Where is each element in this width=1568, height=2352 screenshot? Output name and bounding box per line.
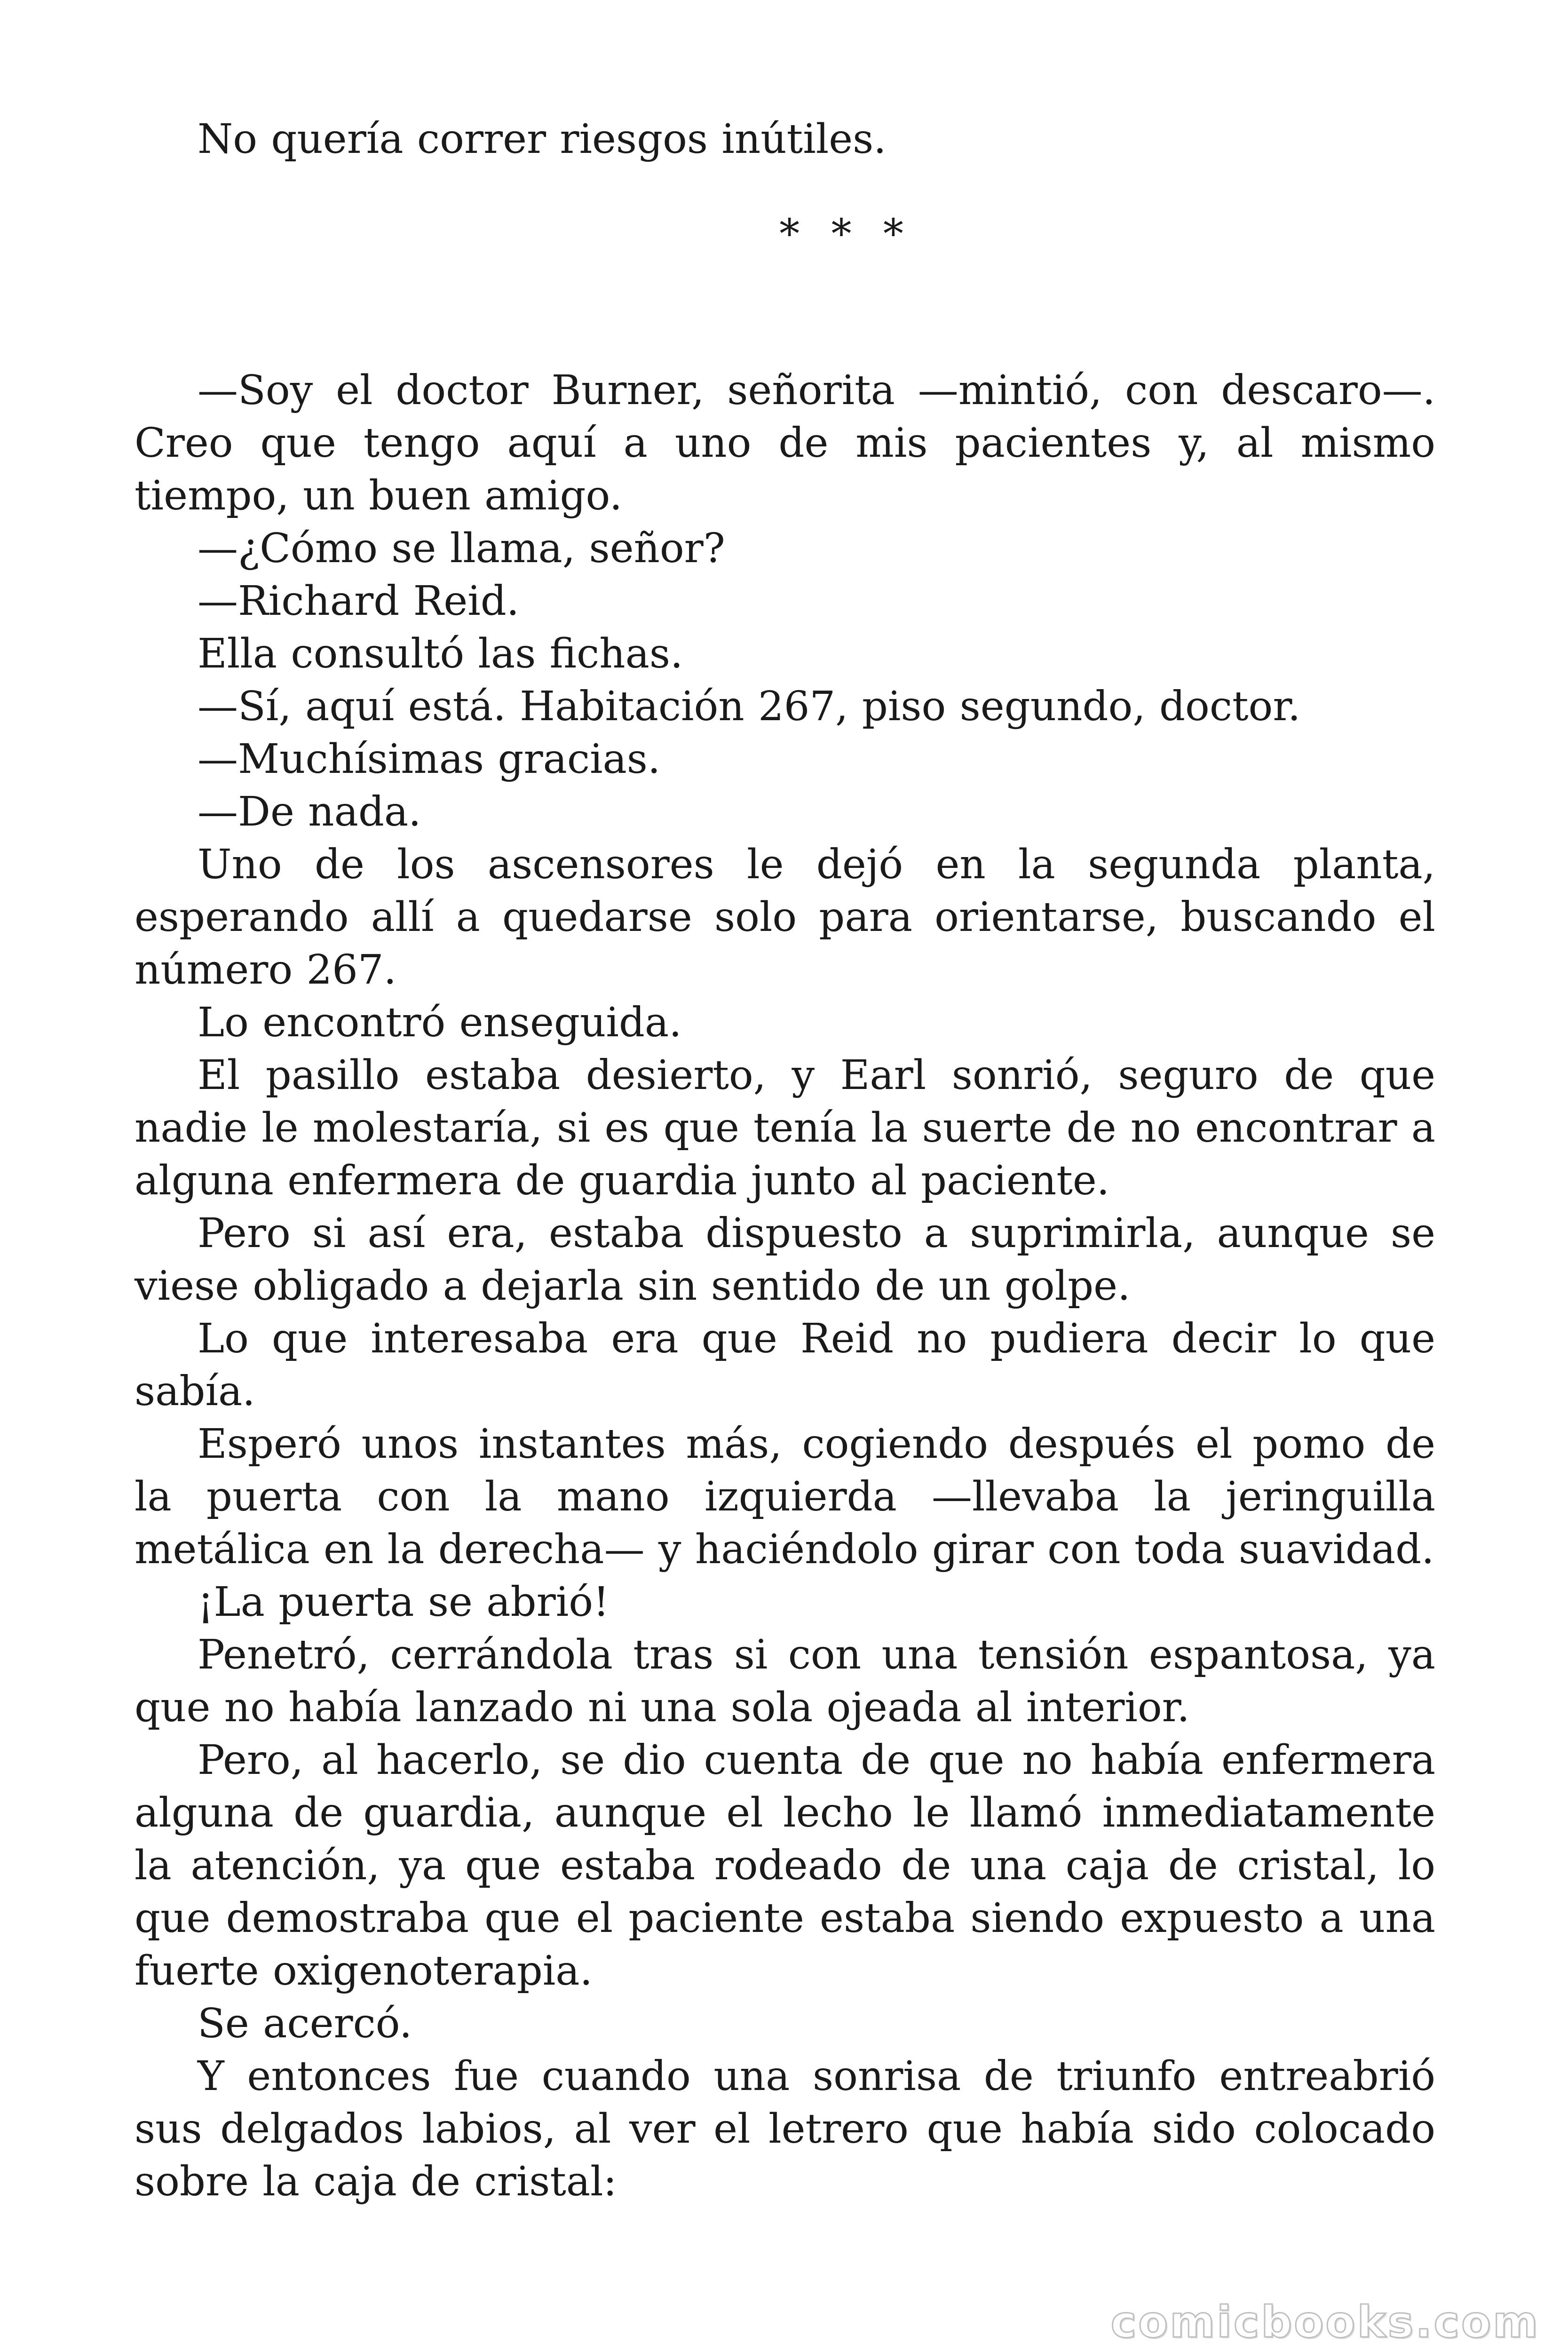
paragraph: Se acercó.	[198, 2000, 412, 2047]
page-text	[135, 113, 1435, 2208]
paragraph: —Sí, aquí está. Habitación 267, piso segundo, doctor.	[198, 683, 1301, 730]
paragraph: —Muchísimas gracias.	[198, 736, 661, 783]
section-separator: * * *	[779, 211, 913, 258]
watermark-logo: comicbooks.com	[1110, 2297, 1540, 2347]
paragraph: Uno de los ascensores le dejó en la segunda planta, esperando allí a quedarse solo para orientarse, buscando el número 267.	[135, 841, 1435, 993]
paragraph: —De nada.	[198, 788, 421, 835]
paragraph: El pasillo estaba desierto, y Earl sonrió, seguro de que nadie le molestaría, si es que tenía la suerte de no encontrar a alguna enfermera de guardia junto al paciente.	[135, 1052, 1435, 1204]
paragraph: Penetró, cerrándola tras si con una tensión espantosa, ya que no había lanzado ni una sola ojeada al interior.	[135, 1631, 1435, 1731]
paragraph: —¿Cómo se llama, señor?	[198, 525, 725, 572]
paragraph: Pero, al hacerlo, se dio cuenta de que no había enfermera alguna de guardia, aunque el lecho le llamó inmediatamente la atención, ya que estaba rodeado de una caja de cristal, lo que demostraba que el paciente estaba siendo expuesto a una fuerte oxigenoterapia.	[135, 1737, 1435, 1994]
paragraph: Ella consultó las fichas.	[198, 630, 683, 677]
paragraph: No quería correr riesgos inútiles.	[198, 116, 887, 163]
paragraph: Esperó unos instantes más, cogiendo después el pomo de la puerta con la mano izquierda —llevaba la jeringuilla metálica en la derecha— y haciéndolo girar con toda suavidad.	[135, 1421, 1435, 1573]
paragraph: —Richard Reid.	[198, 578, 520, 625]
paragraph: Pero si así era, estaba dispuesto a suprimirla, aunque se viese obligado a dejarla sin sentido de un golpe.	[135, 1210, 1435, 1310]
paragraph: Y entonces fue cuando una sonrisa de triunfo entreabrió sus delgados labios, al ver el letrero que había sido colocado sobre la caja de cristal:	[135, 2053, 1435, 2205]
paragraph: —Soy el doctor Burner, señorita —mintió, con descaro—. Creo que tengo aquí a uno de mis pacientes y, al mismo tiempo, un buen amigo.	[135, 367, 1435, 519]
paragraph: ¡La puerta se abrió!	[198, 1579, 610, 1626]
paragraph: Lo encontró enseguida.	[198, 999, 682, 1046]
paragraph: Lo que interesaba era que Reid no pudiera decir lo que sabía.	[135, 1315, 1435, 1415]
